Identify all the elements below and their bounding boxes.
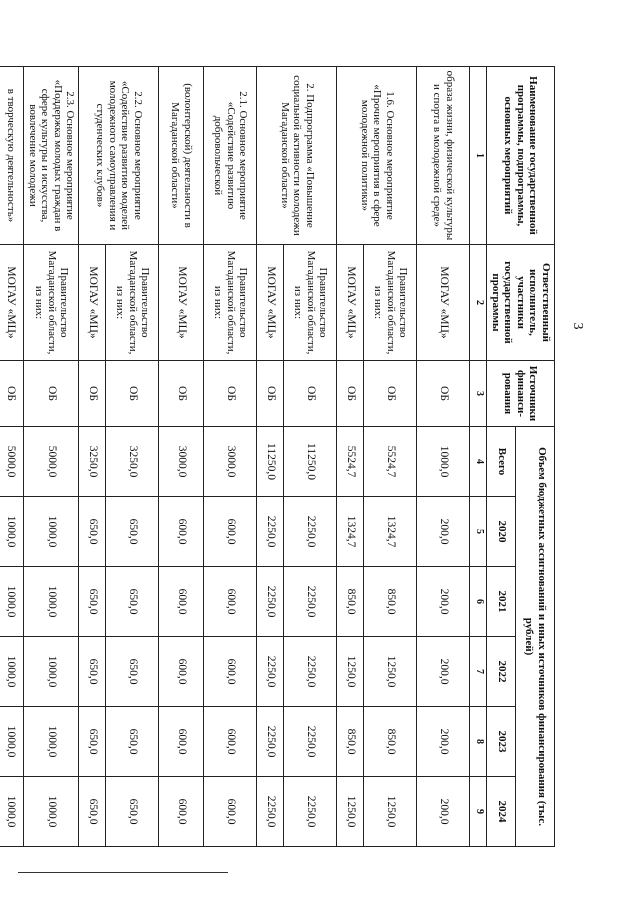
cell-executor: МОГАУ «МЦ» [0,245,24,361]
column-number-row [470,67,487,847]
column-number: 3 [470,361,487,427]
cell-name: образа жизни, физической культуры и спорта в молодежной среде» [417,67,470,245]
table-row [24,67,79,847]
cell-executor: МОГАУ «МЦ» [417,245,470,361]
cell-executor: Правительство Магаданской области, из них: [204,245,257,361]
header-total: Всего [487,427,516,497]
cell-value: 2250,0 [257,707,284,777]
cell-name: 2.3. Основное мероприятие «Поддержка молодых граждан в сфере культуры и искусства, вовлечение молодежи [24,67,79,245]
cell-total: 3250,0 [79,427,106,497]
cell-value: 1000,0 [24,777,79,847]
rotated-page [4,40,585,860]
cell-value: 1000,0 [0,567,24,637]
cell-value: 600,0 [159,497,204,567]
cell-value: 650,0 [106,567,159,637]
cell-value: 600,0 [159,707,204,777]
cell-value: 600,0 [204,777,257,847]
cell-value: 1250,0 [364,777,417,847]
cell-value: 650,0 [79,707,106,777]
header-year: 2022 [487,637,516,707]
cell-executor: МОГАУ «МЦ» [337,245,364,361]
footnote-divider [18,872,228,873]
cell-value: 2250,0 [284,637,337,707]
cell-value: 1250,0 [337,777,364,847]
cell-executor: Правительство Магаданской области, из них: [284,245,337,361]
cell-source: ОБ [79,361,106,427]
cell-total: 11250,0 [257,427,284,497]
cell-value: 850,0 [364,707,417,777]
cell-value: 1324,7 [364,497,417,567]
cell-value: 2250,0 [257,497,284,567]
cell-value: 600,0 [159,567,204,637]
cell-value: 600,0 [159,777,204,847]
cell-source: ОБ [337,361,364,427]
cell-value: 850,0 [337,567,364,637]
cell-value: 650,0 [79,567,106,637]
page-number: 3 [570,322,585,330]
cell-value: 1000,0 [24,497,79,567]
budget-table [0,66,555,847]
cell-source: ОБ [159,361,204,427]
cell-value: 2250,0 [284,497,337,567]
cell-source: ОБ [284,361,337,427]
cell-executor: МОГАУ «МЦ» [159,245,204,361]
header-year: 2023 [487,707,516,777]
cell-value: 650,0 [79,637,106,707]
header-year: 2024 [487,777,516,847]
column-number: 2 [470,245,487,361]
column-number: 7 [470,637,487,707]
column-number: 6 [470,567,487,637]
cell-executor: Правительство Магаданской области, из них: [106,245,159,361]
column-number: 1 [470,67,487,245]
cell-value: 1000,0 [24,707,79,777]
cell-total: 3000,0 [159,427,204,497]
cell-executor: Правительство Магаданской области, из них: [24,245,79,361]
cell-value: 650,0 [106,707,159,777]
cell-source: ОБ [24,361,79,427]
cell-source: ОБ [257,361,284,427]
cell-source: ОБ [364,361,417,427]
cell-value: 2250,0 [284,707,337,777]
cell-value: 650,0 [79,497,106,567]
table-row [0,67,24,847]
cell-value: 650,0 [106,497,159,567]
cell-value: 200,0 [417,637,470,707]
table-row [106,67,159,847]
cell-value: 600,0 [159,637,204,707]
header-volume: Объем бюджетных ассигнований и иных источников финансирования (тыс. рублей) [516,427,555,847]
cell-source: ОБ [204,361,257,427]
cell-name: 2.1. Основное мероприятие «Содействие развитию добровольческой [204,67,257,245]
cell-value: 600,0 [204,567,257,637]
cell-value: 1000,0 [0,637,24,707]
cell-value: 2250,0 [284,777,337,847]
column-number: 8 [470,707,487,777]
cell-value: 600,0 [204,707,257,777]
cell-value: 1000,0 [24,637,79,707]
header-year: 2021 [487,567,516,637]
cell-source: ОБ [106,361,159,427]
table-row [159,67,204,847]
header-year: 2020 [487,497,516,567]
cell-executor: МОГАУ «МЦ» [79,245,106,361]
cell-value: 650,0 [79,777,106,847]
cell-total: 3250,0 [106,427,159,497]
cell-value: 1000,0 [24,567,79,637]
table-row [204,67,257,847]
cell-total: 5524,7 [337,427,364,497]
cell-value: 200,0 [417,777,470,847]
cell-total: 1000,0 [417,427,470,497]
table-row [284,67,337,847]
column-number: 9 [470,777,487,847]
cell-value: 650,0 [106,637,159,707]
cell-value: 2250,0 [257,567,284,637]
cell-value: 2250,0 [257,637,284,707]
column-number: 4 [470,427,487,497]
cell-value: 1000,0 [0,707,24,777]
cell-value: 1250,0 [364,637,417,707]
cell-value: 850,0 [364,567,417,637]
cell-value: 1000,0 [0,777,24,847]
cell-name: 1.6. Основное мероприятие «Прочие мероприятия в сфере молодежной политики» [337,67,417,245]
cell-value: 200,0 [417,567,470,637]
cell-value: 1324,7 [337,497,364,567]
cell-total: 11250,0 [284,427,337,497]
cell-total: 5524,7 [364,427,417,497]
cell-source: ОБ [417,361,470,427]
cell-value: 1000,0 [0,497,24,567]
column-number: 5 [470,497,487,567]
cell-value: 200,0 [417,497,470,567]
header-name: Наименование государственной программы, подпрограммы, основных мероприятий [487,67,555,245]
cell-total: 5000,0 [0,427,24,497]
cell-value: 2250,0 [284,567,337,637]
table-row [364,67,417,847]
table-row [417,67,470,847]
cell-value: 200,0 [417,707,470,777]
cell-value: 600,0 [204,637,257,707]
cell-value: 1250,0 [337,637,364,707]
cell-value: 2250,0 [257,777,284,847]
header-source: Источники финанси-рования [487,361,555,427]
cell-executor: Правительство Магаданской области, из них: [364,245,417,361]
cell-value: 600,0 [204,497,257,567]
cell-name: (волонтерской) деятельности в Магаданской области» [159,67,204,245]
cell-name: 2. Подпрограмма «Повышение социальной активности молодежи Магаданской области» [257,67,337,245]
cell-executor: МОГАУ «МЦ» [257,245,284,361]
cell-name: в творческую деятельность» [0,67,24,245]
cell-value: 850,0 [337,707,364,777]
header-executor: Ответственный исполнитель, участники государственной программы [487,245,555,361]
cell-source: ОБ [0,361,24,427]
cell-value: 650,0 [106,777,159,847]
cell-name: 2.2. Основное мероприятие «Содействие развитию моделей молодежного самоуправления и студенческих клубов» [79,67,159,245]
cell-total: 3000,0 [204,427,257,497]
cell-total: 5000,0 [24,427,79,497]
